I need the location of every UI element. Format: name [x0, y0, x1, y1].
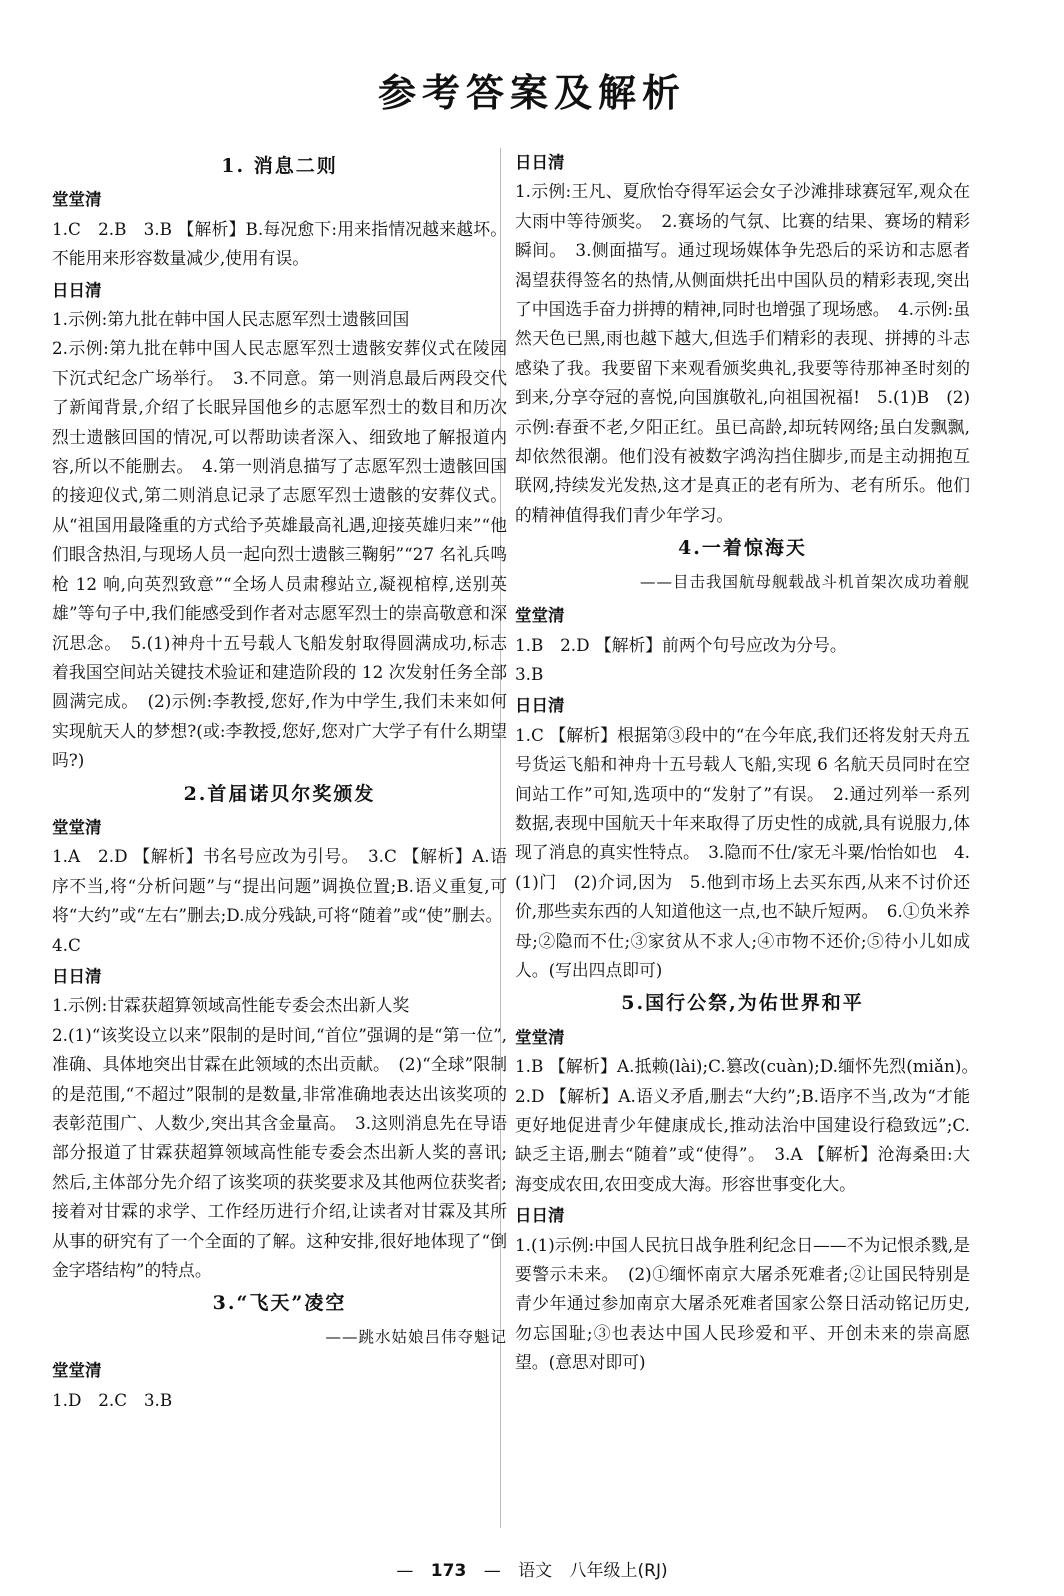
section-label: 日日清 — [515, 153, 565, 172]
page-number: 173 — [430, 1561, 467, 1581]
footer-dash: — — [396, 1561, 414, 1581]
section-label: 堂堂清 — [52, 1361, 102, 1381]
section-label: 日日清 — [515, 696, 565, 716]
answer-paragraph: 1.示例:第九批在韩中国人民志愿军烈士遗骸回国 — [52, 309, 410, 330]
left-column — [52, 148, 507, 1415]
section-title: 1. 消息二则 — [221, 155, 338, 177]
answer-paragraph: 1.示例:甘霖获超算领域高性能专委会杰出新人奖 — [52, 995, 410, 1016]
answer-paragraph: 4.C — [52, 934, 81, 955]
answer-paragraph: 3.B — [515, 663, 544, 684]
section-title: 2.首届诺贝尔奖颁发 — [183, 782, 376, 805]
section-title: 4.一着惊海天 — [678, 537, 807, 560]
answer-paragraph: 2.(1)“该奖设立以来”限制的是时间,“首位”强调的是“第一位”,准确、具体地突出甘霖在此领域的杰出贡献。 (2)“全球”限制的是范围,“不超过”限制的是数量,非常准确地表达出该奖项的表彰范围广、人数少,突出其含金量高。 3.这则消息先在导语部分报道了甘霖获超算领域高性能专委会杰出新人奖的喜讯;然后,主体部分先介绍了该奖项的获奖要求及其他两位获奖者;接着对甘霖的求学、工作经历进行介绍,让读者对甘霖及其所从事的研究有了一个全面的了解。这种安排,很好地体现了“倒金字塔结构”的特点。 — [52, 1024, 507, 1281]
section-label: 堂堂清 — [515, 606, 565, 626]
page-footer — [0, 1556, 1064, 1581]
section-label: 日日清 — [52, 966, 102, 986]
section-label: 堂堂清 — [52, 190, 102, 210]
right-column — [515, 146, 987, 1378]
answer-paragraph: 2.示例:第九批在韩中国人民志愿军烈士遗骸安葬仪式在陵园下沉式纪念广场举行。 3.不同意。第一则消息最后两段交代了新闻背景,介绍了长眠异国他乡的志愿军烈士的数目和历次烈士遗骸回国的情况,可以帮助读者深入、细致地了解报道内容,所以不能删去。 4.第一则消息描写了志愿军烈士遗骸回国的接迎仪式,第二则消息记录了志愿军烈士遗骸的安葬仪式。从“祖国用最隆重的方式给予英雄最高礼遇,迎接英雄归来”“他们眼含热泪,与现场人员一起向烈士遗骸三鞠躬”“27 名礼兵鸣枪 12 响,向英烈致意”“全场人员肃穆站立,凝视棺椁,送别英雄”等句子中,我们能感受到作者对志愿军烈士的崇高敬意和深沉思念。 5.(1)神舟十五号载人飞船发射取得圆满成功,标志着我国空间站关键技术验证和建造阶段的 12 次发射任务全部圆满完成。 (2)示例:李教授,您好,作为中学生,我们未来如何实现航天人的梦想?(或:李教授,您好,您对广大学子有什么期望吗?) — [52, 338, 507, 771]
footer-dash: — — [483, 1561, 501, 1581]
section-label: 日日清 — [515, 1206, 565, 1226]
section-label: 堂堂清 — [515, 1027, 565, 1047]
answer-paragraph: 1.(1)示例:中国人民抗日战争胜利纪念日——不为记恨杀戮,是要警示未来。 (2)①缅怀南京大屠杀死难者;②让国民特别是青少年通过参加南京大屠杀死难者国家公祭日活动铭记历史,勿忘国耻;③也表达中国人民珍爱和平、开创未来的崇高愿望。(意思对即可) — [515, 1234, 970, 1373]
answer-paragraph: 1.B 【解析】A.抵赖(lài);C.篡改(cuàn);D.缅怀先烈(miǎn)。 2.D 【解析】A.语义矛盾,删去“大约”;B.语序不当,改为“才能更好地促进青少年健康成长,推动法治中国建设行稳致远”;C.缺乏主语,删去“随着”或“使得”。 3.A 【解析】沧海桑田:大海变成农田,农田变成大海。形容世事变化大。 — [515, 1056, 987, 1194]
answer-paragraph: 1.C 2.B 3.B 【解析】B.每况愈下:用来指情况越来越坏。不能用来形容数量减少,使用有误。 — [52, 218, 507, 269]
section-label: 日日清 — [52, 280, 102, 300]
answer-paragraph: 1.C 【解析】根据第③段中的“在今年底,我们还将发射天舟五号货运飞船和神舟十五号载人飞船,实现 6 名航天员同时在空间站工作”可知,选项中的“发射了”有误。 2.通过列举一系列数据,表现中国航天十年来取得了历史性的成就,具有说服力,体现了消息的真实性特点。 3.隐而不仕/家无斗粟/怡怡如也 4.(1)门 (2)介词,因为 5.他到市场上去买东西,从来不讨价还价,那些卖东西的人知道他这一点,也不缺斤短两。 6.①负米养母;②隐而不仕;③家贫从不求人;④市物不还价;⑤待小儿如成人。(写出四点即可) — [515, 724, 970, 980]
footer-subject: 语文 — [518, 1561, 553, 1581]
section-subtitle: ——跳水姑娘吕伟夺魁记 — [325, 1327, 507, 1346]
answer-paragraph: 1.A 2.D 【解析】书名号应改为引号。 3.C 【解析】A.语序不当,将“分析问题”与“提出问题”调换位置;B.语义重复,可将“大约”或“左右”删去;D.成分残缺,可将“随着”或“使”删去。 — [52, 846, 507, 926]
answer-paragraph: 1.B 2.D 【解析】前两个句号应改为分号。 — [515, 634, 847, 655]
answer-paragraph: 1.示例:王凡、夏欣怡夺得军运会女子沙滩排球赛冠军,观众在大雨中等待颁奖。 2.赛场的气氛、比赛的结果、赛场的精彩瞬间。 3.侧面描写。通过现场媒体争先恐后的采访和志愿者渴望获得签名的热情,从侧面烘托出中国队员的精彩表现,突出了中国选手奋力拼搏的精神,同时也增强了现场感。 4.示例:虽然天色已黑,雨也越下越大,但选手们精彩的表现、拼搏的斗志感染了我。我要留下来观看颁奖典礼,我要等待那神圣时刻的到来,分享夺冠的喜悦,向国旗敬礼,向祖国祝福! 5.(1)B (2)示例:春蚕不老,夕阳正红。虽已高龄,却玩转网络;虽白发飘飘,却依然很潮。他们没有被数字鸿沟挡住脚步,而是主动拥抱互联网,持续发光发热,这才是真正的老有所为、老有所乐。他们的精神值得我们青少年学习。 — [515, 181, 970, 525]
section-label: 堂堂清 — [52, 817, 102, 837]
page-title: 参考答案及解析 — [377, 70, 686, 115]
answer-paragraph: 1.D 2.C 3.B — [52, 1389, 173, 1410]
section-title: 5.国行公祭,为佑世界和平 — [621, 992, 864, 1015]
section-subtitle: ——目击我国航母舰载战斗机首架次成功着舰 — [639, 572, 970, 591]
section-title: 3.“飞天”凌空 — [212, 1292, 347, 1315]
footer-grade: 八年级上(RJ) — [569, 1561, 668, 1581]
